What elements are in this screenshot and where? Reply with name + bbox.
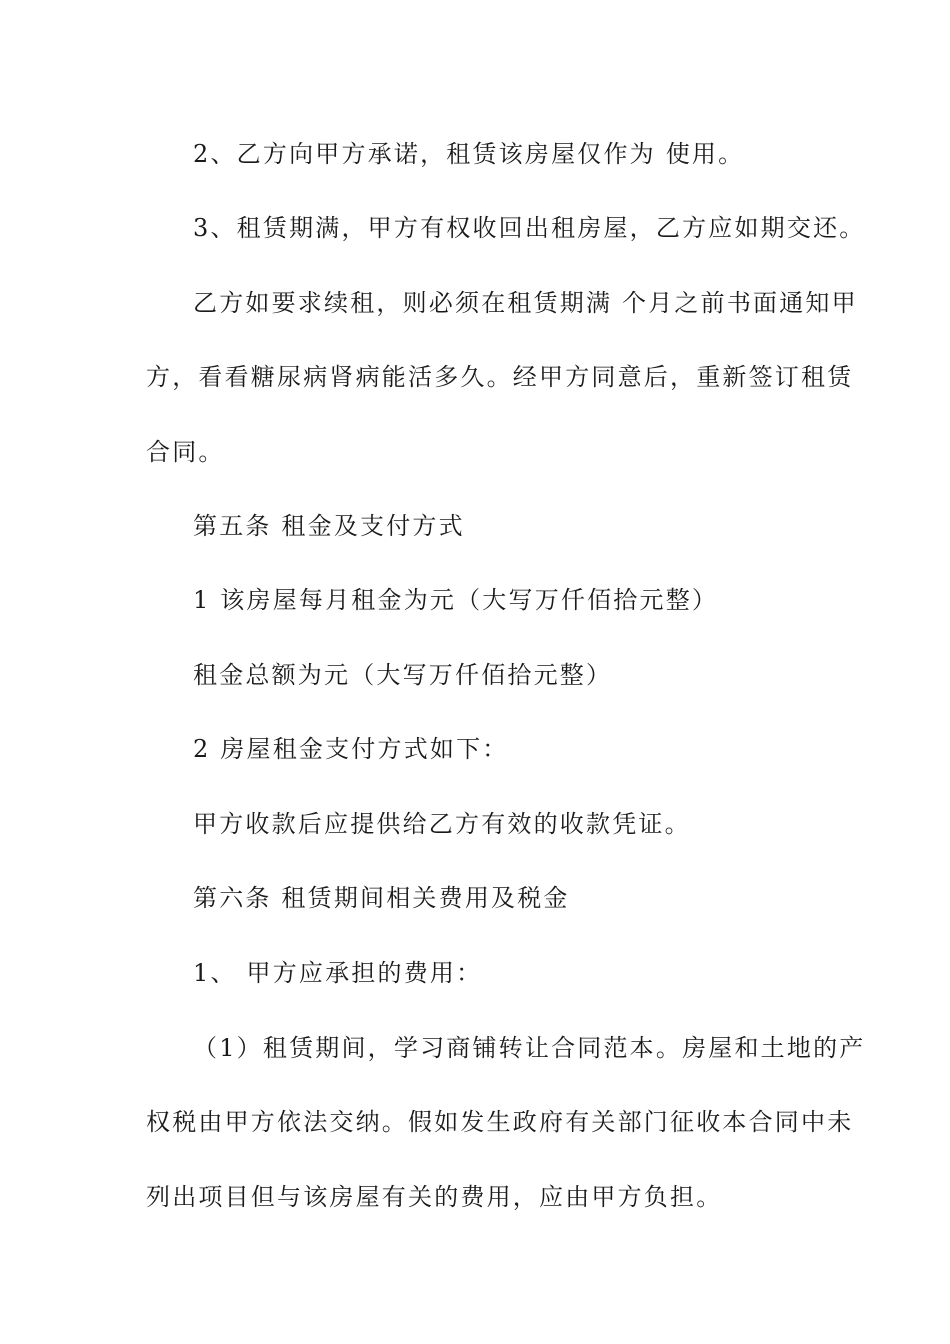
paragraph-line: 1 该房屋每月租金为元（大写万仟佰拾元整） bbox=[193, 586, 719, 614]
paragraph-line: 权税由甲方依法交纳。假如发生政府有关部门征收本合同中未 bbox=[146, 1108, 854, 1136]
paragraph-line: 租金总额为元（大写万仟佰拾元整） bbox=[193, 661, 613, 689]
paragraph-line: 1、 甲方应承担的费用： bbox=[193, 959, 483, 987]
paragraph-line: 方，看看糖尿病肾病能活多久。经甲方同意后，重新签订租赁 bbox=[146, 363, 854, 391]
paragraph-line: 2 房屋租金支付方式如下： bbox=[193, 735, 509, 763]
section-heading: 第六条 租赁期间相关费用及税金 bbox=[193, 884, 570, 912]
paragraph-line: 乙方如要求续租，则必须在租赁期满 个月之前书面通知甲 bbox=[193, 289, 858, 317]
paragraph-line: 2、乙方向甲方承诺，租赁该房屋仅作为 使用。 bbox=[193, 140, 745, 168]
section-heading: 第五条 租金及支付方式 bbox=[193, 512, 465, 540]
paragraph-line: 3、租赁期满，甲方有权收回出租房屋，乙方应如期交还。 bbox=[193, 214, 866, 242]
paragraph-line: 甲方收款后应提供给乙方有效的收款凭证。 bbox=[193, 810, 691, 838]
paragraph-line: 列出项目但与该房屋有关的费用，应由甲方负担。 bbox=[146, 1183, 723, 1211]
paragraph-line: 合同。 bbox=[146, 438, 225, 466]
paragraph-line: （1）租赁期间，学习商铺转让合同范本。房屋和土地的产 bbox=[193, 1034, 866, 1062]
